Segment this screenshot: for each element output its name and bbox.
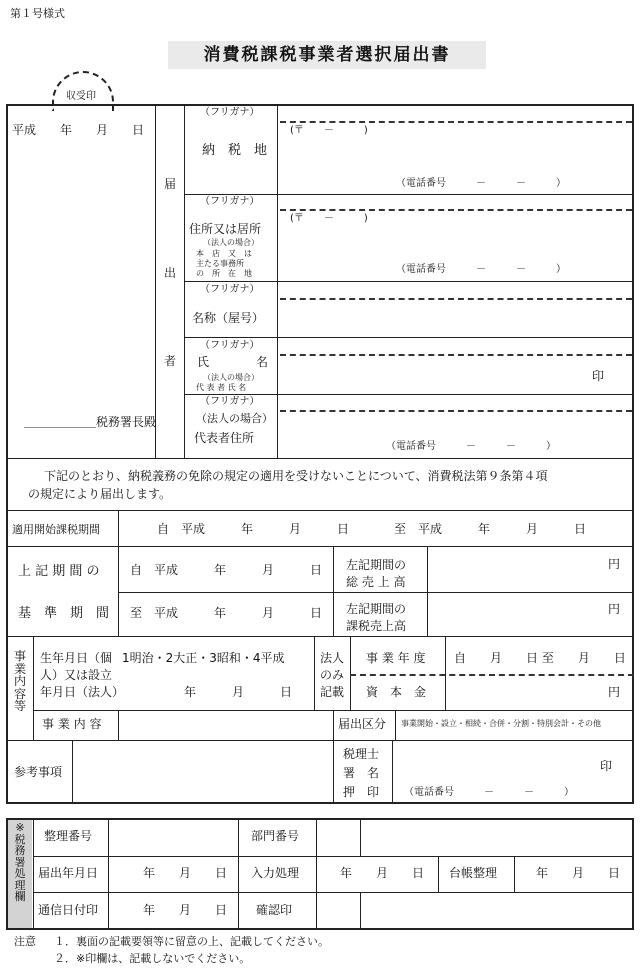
office-char: 処: [14, 867, 26, 881]
tax-address-label: 納 税 地: [202, 143, 268, 158]
taxable-label: 左記期間の: [346, 602, 407, 616]
person-name-label: 氏: [197, 355, 210, 369]
office-char: 署: [14, 855, 26, 869]
residence-phone[interactable]: （電話番号 － － ）: [396, 264, 566, 275]
person-name-label: 名: [256, 355, 269, 369]
sales-label: 総 売 上 高: [346, 575, 406, 589]
furigana-label: （フリガナ）: [200, 284, 260, 295]
rep-address-label: 代表者住所: [194, 431, 255, 445]
tax-address-phone[interactable]: （電話番号 － － ）: [396, 178, 566, 189]
divider: [6, 636, 634, 637]
fiscal-year-value[interactable]: 自 月 日 至 月 日: [454, 651, 626, 665]
furigana-separator: [280, 298, 632, 300]
divider: [316, 818, 317, 930]
rep-phone[interactable]: （電話番号 － － ）: [386, 441, 556, 452]
office-char: 務: [14, 844, 26, 858]
divider: [184, 281, 634, 282]
divider: [6, 740, 634, 741]
receipt-stamp-label: 収受印: [66, 91, 96, 102]
furigana-label: （フリガナ）: [200, 196, 260, 207]
input-processing-date: 年 月 日: [340, 866, 425, 880]
divider: [238, 818, 239, 930]
statement-line-1: 下記のとおり、納税義務の免除の規定の適用を受けないことについて、消費税法第９条第４項: [44, 469, 548, 483]
comm-date-value: 年 月 日: [143, 903, 228, 917]
divider: [360, 818, 361, 856]
yen-unit: 円: [608, 685, 621, 699]
filing-category-options[interactable]: 事業開始・設立・相続・合併・分割・特別会計・その他: [401, 719, 601, 728]
note-1: １．裏面の記載要領等に留意の上、記載してください。: [54, 935, 329, 948]
divider: [395, 710, 396, 740]
divider: [350, 636, 351, 710]
divider: [118, 510, 119, 636]
accountant-phone[interactable]: （電話番号 － － ）: [404, 787, 574, 798]
residence-label: 住所又は居所: [189, 222, 262, 236]
yen-unit: 円: [608, 602, 621, 616]
rep-note: （法人の場合）: [196, 412, 273, 425]
dashed-separator: [350, 674, 634, 676]
divider: [333, 546, 334, 636]
furigana-separator: [280, 209, 632, 211]
divider: [118, 710, 119, 740]
name-label: 名称（屋号）: [192, 311, 265, 325]
divider: [155, 104, 156, 458]
birth-label: 人）又は設立: [40, 668, 113, 682]
divider: [33, 818, 34, 930]
corp-only-label: 法人: [320, 651, 345, 665]
furigana-separator: [280, 354, 632, 356]
filer-vertical-label: [158, 178, 182, 368]
business-char: 内: [13, 674, 26, 689]
divider: [118, 592, 634, 593]
reference-label: 参考事項: [14, 765, 63, 779]
base-label-1: 上 記 期 間 の: [18, 564, 100, 579]
furigana-separator: [280, 410, 632, 412]
dept-number-label: 部門番号: [251, 829, 300, 843]
divider: [184, 194, 634, 195]
residence-note: 本 店 又 は: [196, 249, 252, 258]
comm-date-label: 通信日付印: [38, 903, 99, 917]
residence-note: の 所 在 地: [196, 269, 252, 278]
filer-char: 出: [163, 265, 176, 280]
corp-only-label: 記載: [320, 685, 345, 699]
accountant-label: 税理士: [343, 747, 380, 761]
furigana-label: （フリガナ）: [200, 340, 260, 351]
business-char: 事: [13, 649, 26, 663]
divider: [6, 458, 634, 459]
furigana-label: （フリガナ）: [200, 107, 260, 118]
period-to[interactable]: 至 平成 年 月 日: [394, 522, 587, 536]
divider: [445, 636, 446, 710]
office-char: ※: [15, 821, 25, 834]
period-from[interactable]: 自 平成 年 月 日: [157, 522, 350, 536]
accountant-seal: 印: [600, 759, 613, 773]
statement-line-2: の規定により届出します。: [28, 487, 172, 501]
note-2: ２．※印欄は、記載しないでください。: [54, 952, 251, 965]
furigana-separator: [280, 121, 632, 123]
form-title: [168, 41, 486, 69]
divider: [108, 818, 109, 930]
business-char: 業: [13, 661, 26, 676]
residence-postal[interactable]: (〒 － ): [290, 213, 368, 224]
business-char: 容: [13, 686, 26, 701]
filer-char: 者: [163, 354, 176, 369]
confirm-seal-label: 確認印: [256, 903, 293, 917]
office-vertical-label: [8, 822, 32, 903]
office-char: 税: [14, 832, 26, 846]
accountant-label: 署 名: [343, 766, 380, 780]
period-label: 適用開始課税期間: [12, 523, 100, 536]
business-vertical-label: [8, 650, 32, 713]
seal-mark: 印: [592, 369, 605, 383]
business-content-label: 事 業 内 容: [42, 717, 102, 731]
person-note: 代 表 者 氏 名: [196, 383, 247, 392]
divider: [184, 337, 634, 338]
birth-date[interactable]: 年 月 日: [184, 685, 293, 699]
divider: [184, 394, 634, 395]
input-processing-label: 入力処理: [251, 866, 300, 880]
base-label-2: 基 準 期 間: [18, 606, 110, 621]
person-note: （法人の場合）: [203, 373, 259, 382]
fiscal-year-label: 事 業 年 度: [366, 651, 426, 665]
furigana-label: （フリガナ）: [200, 396, 260, 407]
divider: [427, 546, 428, 636]
divider: [6, 546, 634, 547]
tax-office-addressee[interactable]: ＿＿＿＿＿＿税務署長殿: [24, 415, 157, 429]
form-number: 第１号様式: [10, 7, 65, 20]
tax-address-postal[interactable]: (〒 － ): [290, 125, 368, 136]
ledger-date: 年 月 日: [536, 866, 621, 880]
divider: [360, 892, 361, 930]
residence-note: 主たる事務所: [196, 259, 244, 268]
divider: [33, 892, 634, 893]
yen-unit: 円: [608, 557, 621, 571]
residence-note: （法人の場合）: [203, 238, 259, 247]
ref-number-label: 整理番号: [44, 829, 93, 843]
base-to[interactable]: 至 平成 年 月 日: [130, 606, 323, 620]
divider: [72, 740, 73, 804]
taxable-label: 課税売上高: [346, 619, 407, 633]
notes-heading: 注意: [14, 935, 36, 948]
divider: [392, 740, 393, 804]
divider: [33, 636, 34, 740]
divider: [333, 710, 334, 740]
capital-label: 資 本 金: [366, 685, 427, 699]
base-from[interactable]: 自 平成 年 月 日: [130, 563, 323, 577]
birth-label: 生年月日（個: [40, 651, 113, 665]
filing-category-label: 届出区分: [338, 717, 387, 731]
birth-label: 年月日（法人）: [40, 685, 125, 699]
filed-date-value: 年 月 日: [143, 866, 228, 880]
ledger-label: 台帳整理: [449, 866, 498, 880]
accountant-label: 押 印: [343, 785, 380, 799]
form-title-text: 消費税課税事業者選択届出書: [203, 44, 451, 65]
office-char: 欄: [14, 890, 26, 904]
filing-date[interactable]: 平成 年 月 日: [12, 123, 145, 137]
filer-char: 届: [163, 177, 176, 191]
corp-only-label: のみ: [320, 668, 345, 682]
divider: [333, 740, 334, 804]
era-options[interactable]: 1明治・2大正・3昭和・4平成: [122, 651, 285, 665]
divider: [438, 856, 439, 892]
filed-date-label: 届出年月日: [38, 866, 99, 880]
divider: [314, 636, 315, 710]
divider: [6, 510, 634, 511]
business-char: 等: [13, 699, 26, 714]
sales-label: 左記期間の: [346, 558, 407, 572]
divider: [514, 856, 515, 892]
divider: [33, 856, 634, 857]
office-char: 理: [14, 878, 26, 892]
